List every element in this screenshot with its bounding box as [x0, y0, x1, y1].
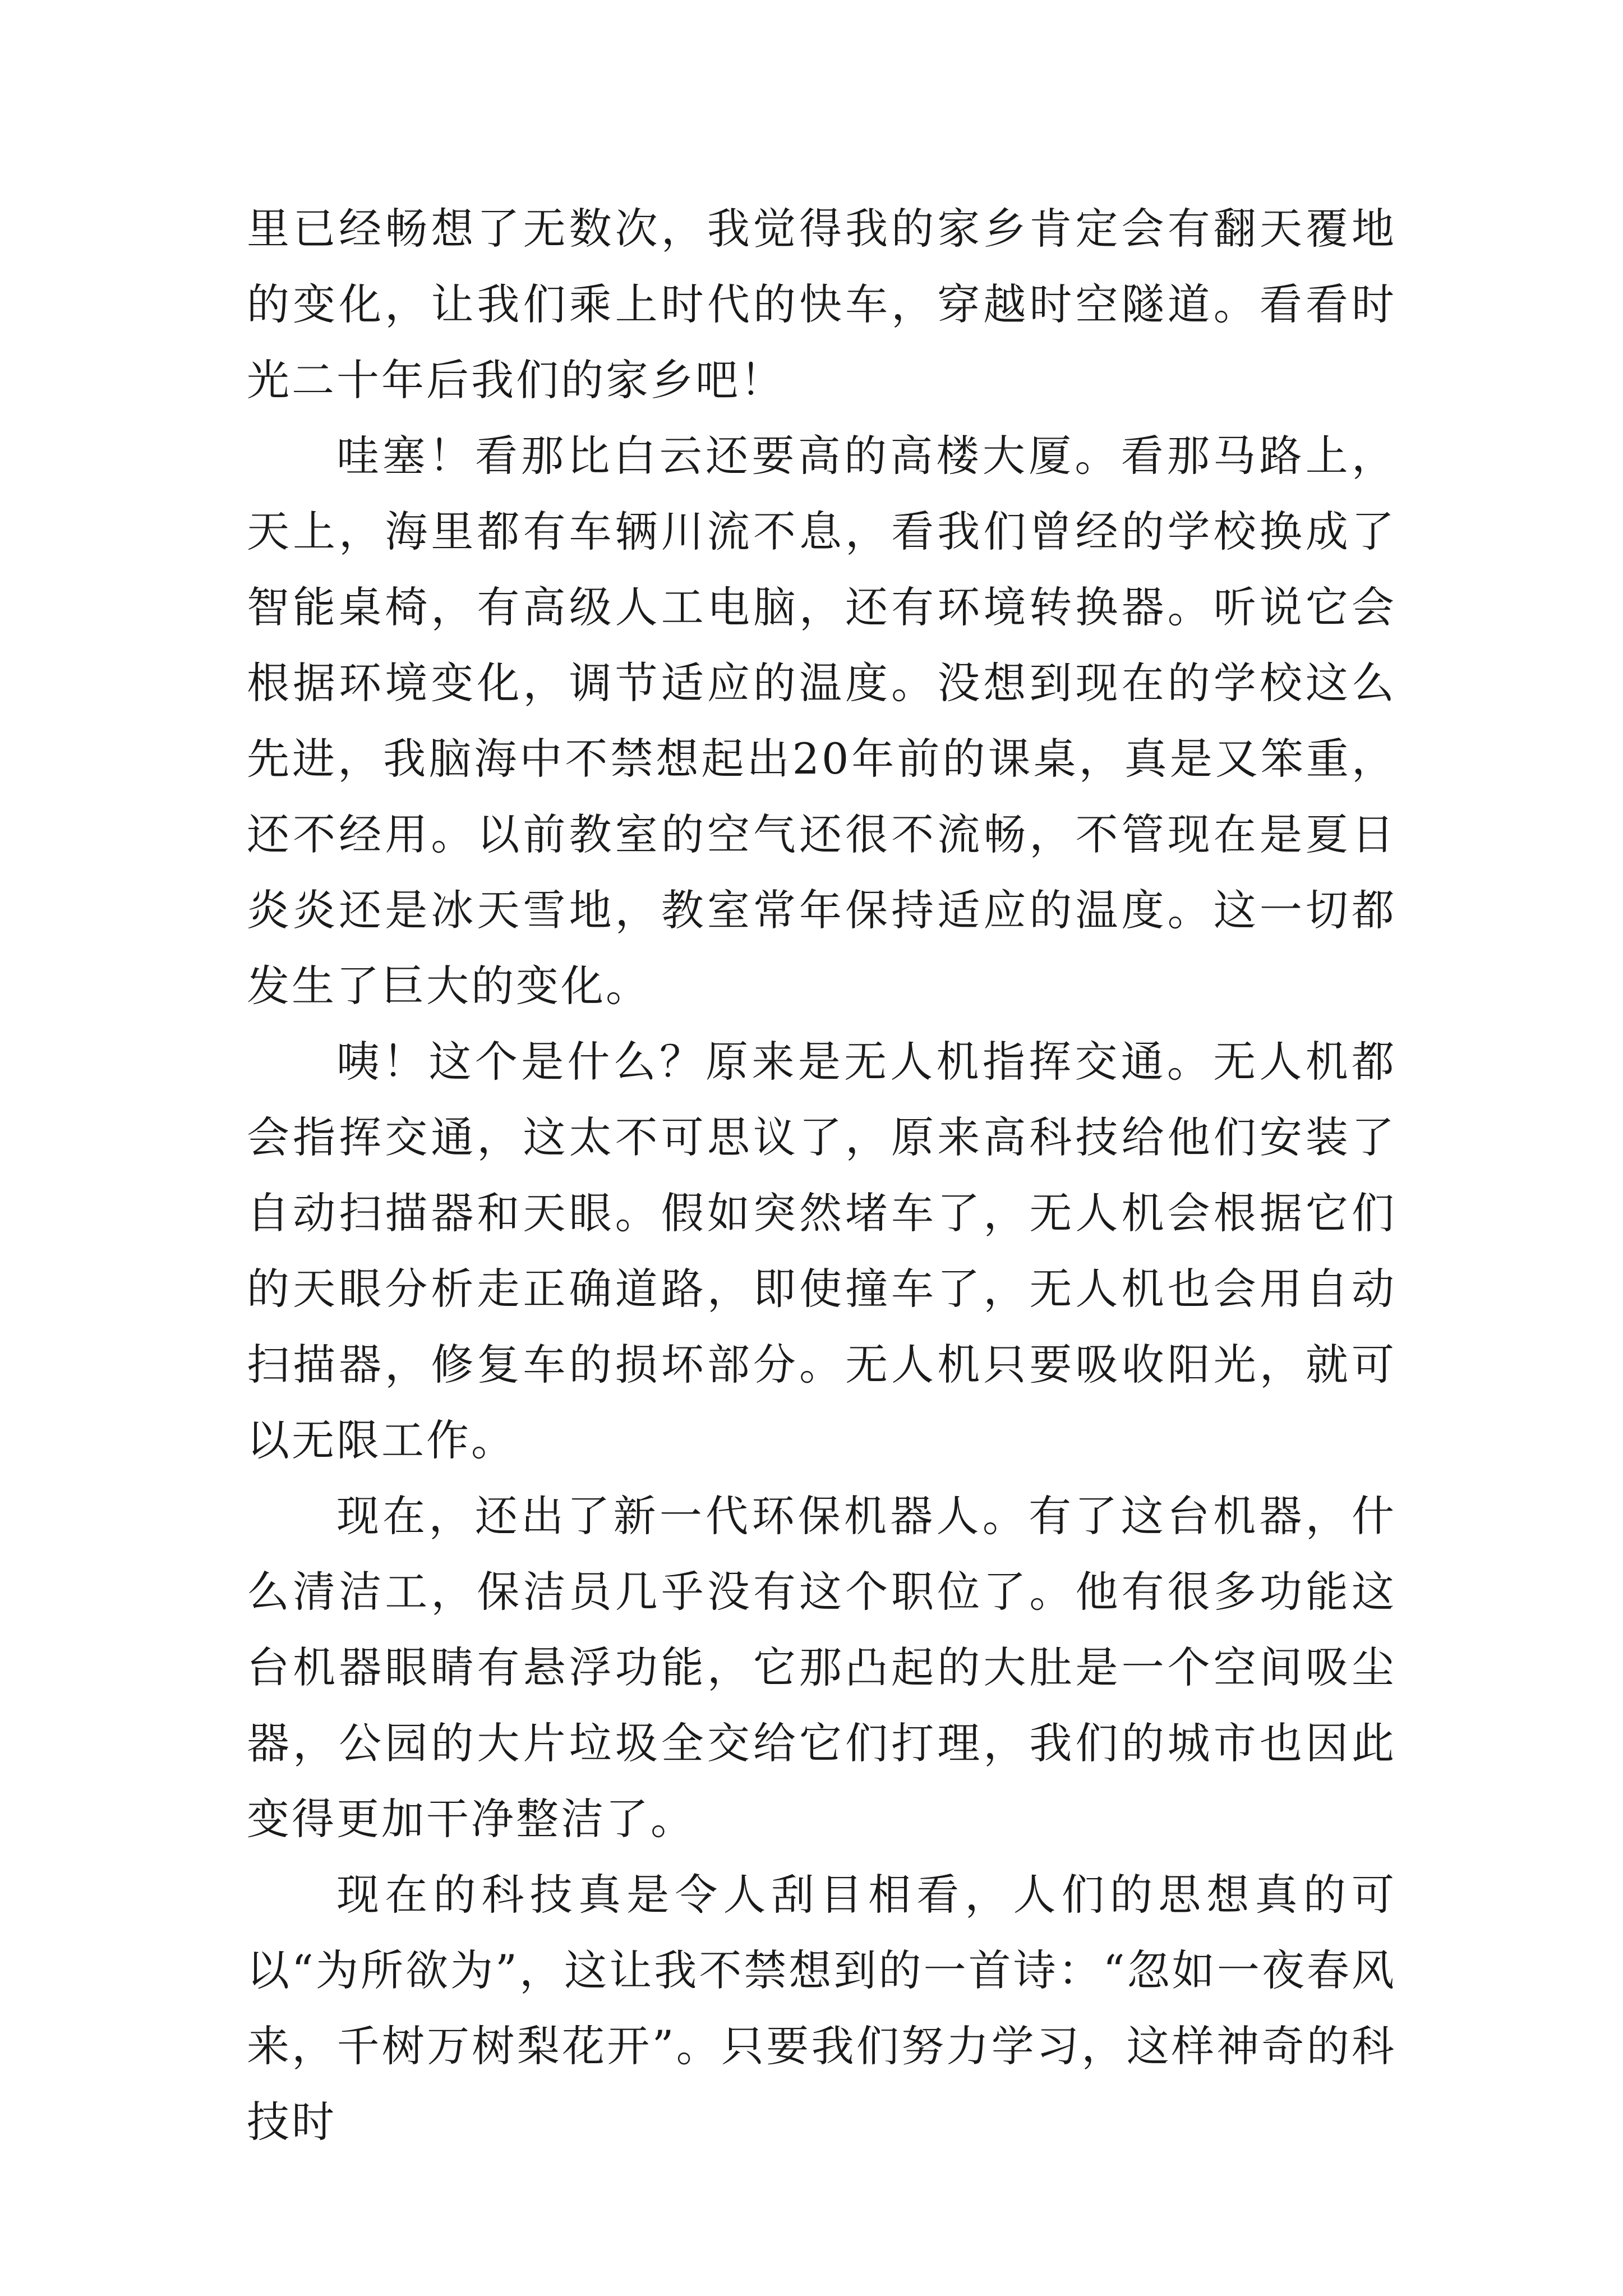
paragraph-5: 现在的科技真是令人刮目相看，人们的思想真的可以“为所欲为”，这让我不禁想到的一首诗：“忽如一夜春风来，千树万树梨花开”。只要我们努力学习，这样神奇的科技时	[247, 1870, 1396, 2147]
paragraph-1: 里已经畅想了无数次，我觉得我的家乡肯定会有翻天覆地的变化，让我们乘上时代的快车，穿越时空隧道。看看时光二十年后我们的家乡吧！	[247, 204, 1396, 405]
paragraph-4: 现在，还出了新一代环保机器人。有了这台机器，什么清洁工，保洁员几乎没有这个职位了。他有很多功能这台机器眼睛有悬浮功能，它那凸起的大肚是一个空间吸尘器，公园的大片垃圾全交给它们打理，我们的城市也因此变得更加干净整洁了。	[247, 1491, 1396, 1844]
paragraph-3: 咦！这个是什么？原来是无人机指挥交通。无人机都会指挥交通，这太不可思议了，原来高科技给他们安装了自动扫描器和天眼。假如突然堵车了，无人机会根据它们的天眼分析走正确道路，即使撞车了，无人机也会用自动扫描器，修复车的损坏部分。无人机只要吸收阳光，就可以无限工作。	[247, 1037, 1396, 1465]
paragraph-2: 哇塞！看那比白云还要高的高楼大厦。看那马路上，天上，海里都有车辆川流不息，看我们曾经的学校换成了智能桌椅，有高级人工电脑，还有环境转换器。听说它会根据环境变化，调节适应的温度。没想到现在的学校这么先进，我脑海中不禁想起出20年前的课桌，真是又笨重，还不经用。以前教室的空气还很不流畅，不管现在是夏日炎炎还是冰天雪地，教室常年保持适应的温度。这一切都发生了巨大的变化。	[247, 431, 1396, 1011]
body-text	[247, 191, 1396, 2160]
